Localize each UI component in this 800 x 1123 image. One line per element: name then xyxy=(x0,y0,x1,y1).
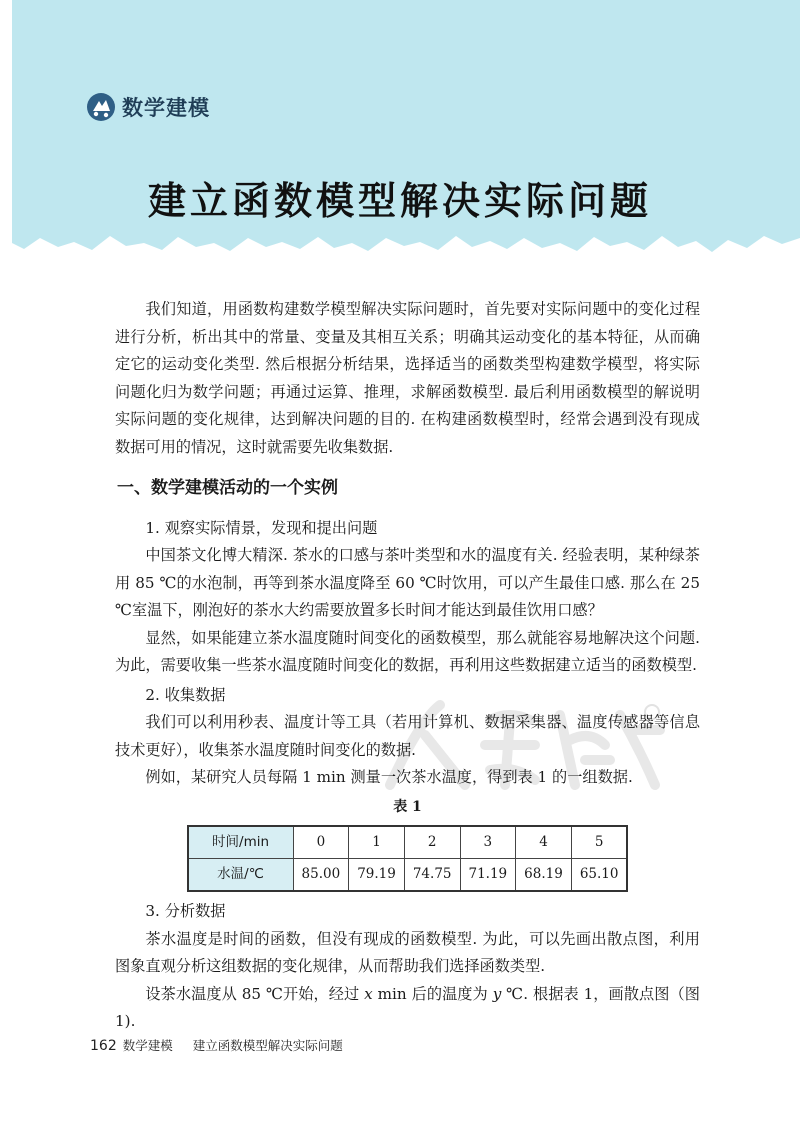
page-footer xyxy=(90,1036,343,1054)
header-band-shape xyxy=(12,0,800,270)
table-cell: 85.00 xyxy=(293,859,349,892)
step3-paragraph-1: 茶水温度是时间的函数，但没有现成的函数模型. 为此，可以先画出散点图，利用图象直观分析这组数据的变化规律，从而帮助我们选择函数类型. xyxy=(115,929,700,975)
section-badge xyxy=(86,92,210,122)
step1-title: 1. 观察实际情景，发现和提出问题 xyxy=(145,518,378,537)
step2-title: 2. 收集数据 xyxy=(145,685,226,704)
table-cell: 79.19 xyxy=(349,859,405,892)
page-number: 162 xyxy=(90,1038,117,1054)
header-band xyxy=(12,0,800,270)
data-table-wrapper xyxy=(115,825,700,892)
table-cell: 71.19 xyxy=(460,859,516,892)
table-cell: 68.19 xyxy=(516,859,572,892)
table-row-header: 时间/min xyxy=(188,826,294,859)
table-cell: 5 xyxy=(571,826,627,859)
intro-paragraph: 我们知道，用函数构建数学模型解决实际问题时，首先要对实际问题中的变化过程进行分析，析出其中的常量、变量及其相互关系；明确其运动变化的基本特征，从而确定它的运动变化类型. 然后根据分析结果，选择适当的函数类型构建数学模型，将实际问题化归为数学问题；再通过运算、推理，求解函数模型. 最后利用函数模型的解说明实际问题的变化规律，达到解决问题的目的. 在构建函数模型时，经常会遇到没有现成数据可用的情况，这时就需要先收集数据. xyxy=(115,300,700,456)
step1-paragraph-2: 显然，如果能建立茶水温度随时间变化的函数模型，那么就能容易地解决这个问题. 为此，需要收集一些茶水温度随时间变化的数据，再利用这些数据建立适当的函数模型. xyxy=(115,628,700,674)
table-cell: 2 xyxy=(404,826,460,859)
main-content xyxy=(115,296,700,1036)
step2-paragraph-1: 我们可以利用秒表、温度计等工具（若用计算机、数据采集器、温度传感器等信息技术更好），收集茶水温度随时间变化的数据. xyxy=(115,713,700,759)
table-row xyxy=(188,859,628,892)
variable-y: y xyxy=(492,984,502,1003)
table-caption: 表 1 xyxy=(393,798,422,815)
data-table xyxy=(187,825,629,892)
page-title: 建立函数模型解决实际问题 xyxy=(147,179,652,223)
table-row-header: 水温/℃ xyxy=(188,859,294,892)
table-cell: 1 xyxy=(349,826,405,859)
table-cell: 3 xyxy=(460,826,516,859)
table-row xyxy=(188,826,628,859)
variable-x: x xyxy=(364,984,373,1003)
table-cell: 74.75 xyxy=(404,859,460,892)
text-span: ℃. 根据表 1，画散点图（图 1). xyxy=(115,984,700,1030)
footer-title: 建立函数模型解决实际问题 xyxy=(192,1038,343,1053)
section-heading-text: 一、数学建模活动的一个实例 xyxy=(117,478,338,498)
text-span: 设茶水温度从 85 ℃开始，经过 xyxy=(145,984,365,1003)
math-modeling-icon xyxy=(86,92,116,122)
text-span: min 后的温度为 xyxy=(372,984,493,1003)
step1-paragraph-1: 中国茶文化博大精深. 茶水的口感与茶叶类型和水的温度有关. 经验表明，某种绿茶用 85 ℃的水泡制，再等到茶水温度降至 60 ℃时饮用，可以产生最佳口感. 那么在 25 ℃室温下，刚泡好的茶水大约需要放置多长时间才能达到最佳饮用口感？ xyxy=(115,546,700,619)
table-cell: 0 xyxy=(293,826,349,859)
step2-paragraph-2: 例如，某研究人员每隔 1 min 测量一次茶水温度，得到表 1 的一组数据. xyxy=(145,768,633,786)
step3-paragraph-2 xyxy=(115,981,700,1036)
footer-section: 数学建模 xyxy=(122,1038,173,1053)
step3-title: 3. 分析数据 xyxy=(145,902,226,920)
table-cell: 4 xyxy=(516,826,572,859)
table-cell: 65.10 xyxy=(571,859,627,892)
section-label: 数学建模 xyxy=(122,96,210,120)
section-heading xyxy=(115,475,700,503)
